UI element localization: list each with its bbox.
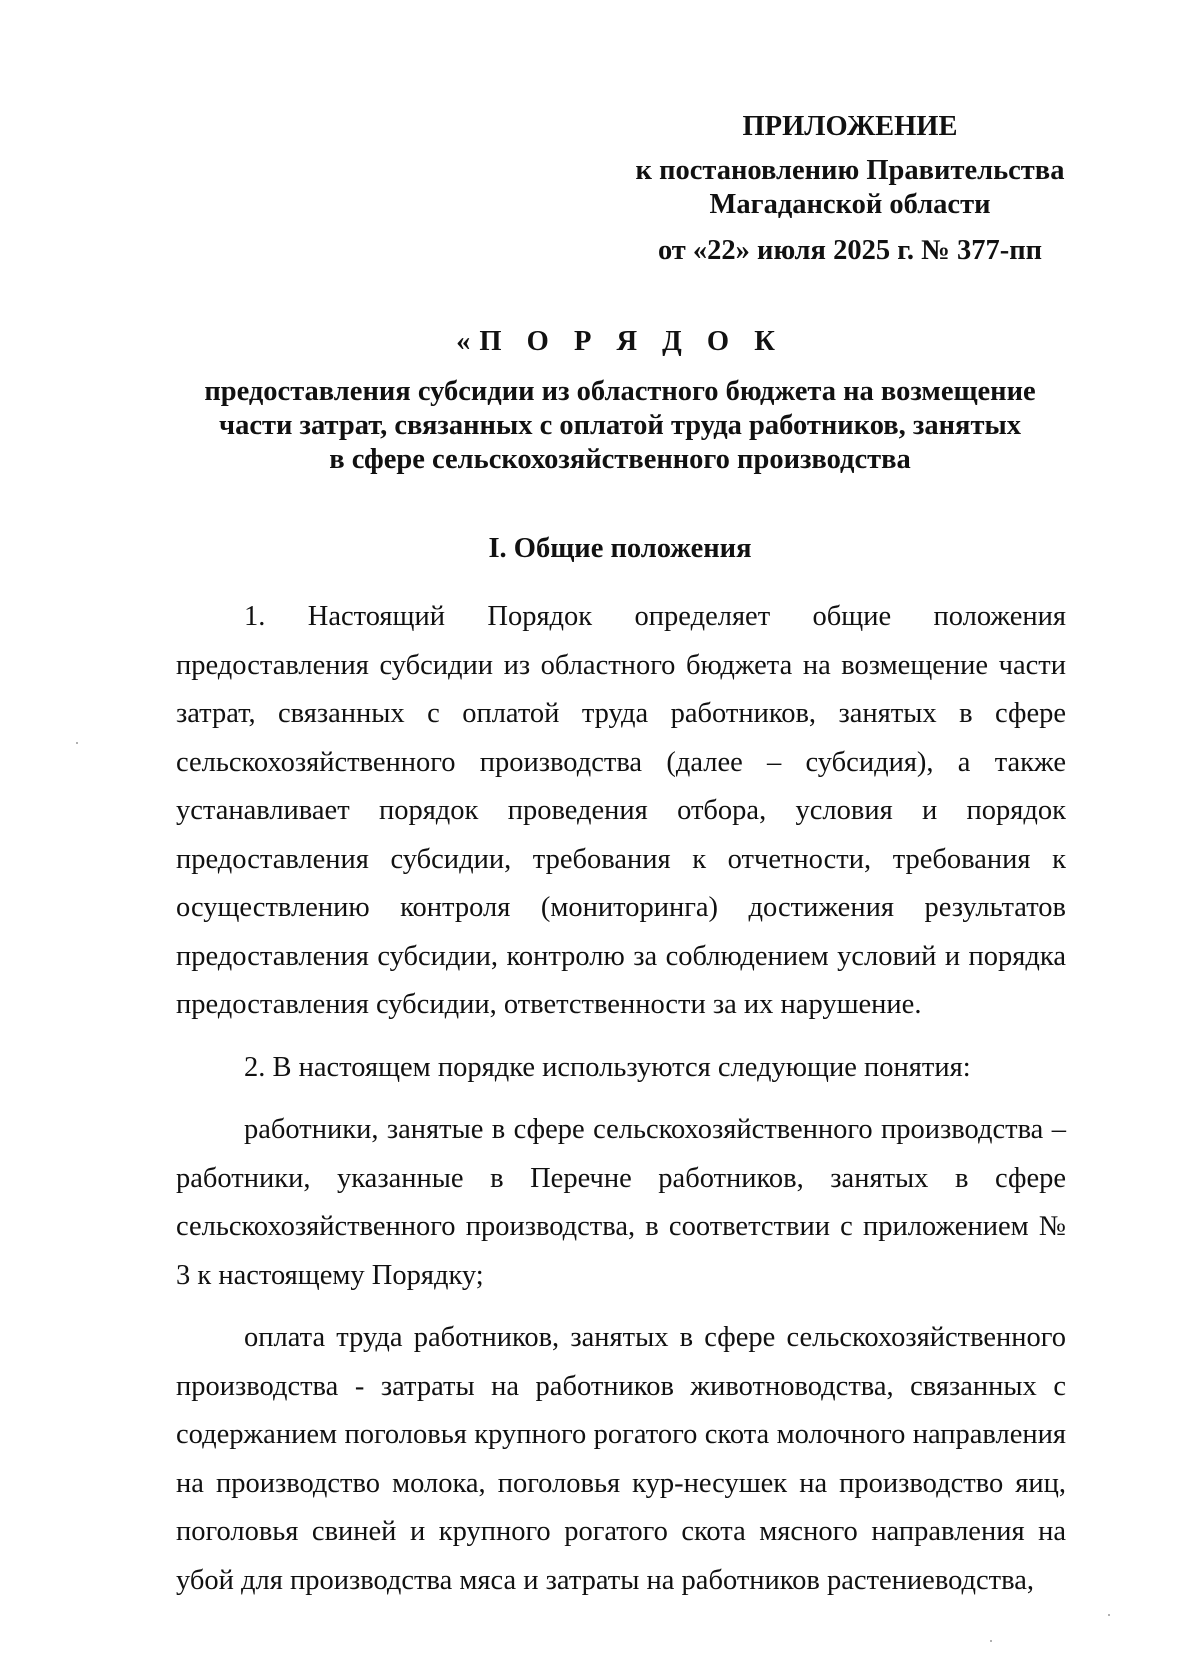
- scan-speck: [1108, 1614, 1110, 1616]
- section-heading: I. Общие положения: [488, 533, 752, 564]
- scan-speck: [990, 1640, 992, 1642]
- scan-speck: [76, 742, 78, 744]
- paragraph-4: оплата труда работников, занятых в сфере сельскохозяйственного производства - затраты на работников животноводства, связанных с содержанием поголовья крупного рогатого скота молочного направления на производство молока, поголовья кур-несушек на производство яиц, поголовья свиней и крупного рогатого скота мясного направления на убой для производства мяса и затраты на работников растениеводства,: [176, 1322, 1066, 1596]
- appendix-reference-line-1: к постановлению Правительства: [635, 155, 1065, 186]
- appendix-date-number: от «22» июля 2025 г. № 377-пп: [657, 235, 1043, 266]
- paragraph-3: работники, занятые в сфере сельскохозяйственного производства – работники, указанные в Перечне работников, занятых в сфере сельскохозяйственного производства, в соответствии с приложением № 3 к настоящему Порядку;: [176, 1114, 1066, 1291]
- paragraph-1: 1. Настоящий Порядок определяет общие положения предоставления субсидии из областного бюджета на возмещение части затрат, связанных с оплатой труда работников, занятых в сфере сельскохозяйственного производства (далее – субсидия), а также устанавливает порядок проведения отбора, условия и порядок предоставления субсидии, требования к отчетности, требования к осуществлению контроля (мониторинга) достижения результатов предоставления субсидии, контролю за соблюдением условий и порядка предоставления субсидии, ответственности за их нарушение.: [176, 601, 1066, 1020]
- appendix-reference-line-2: Магаданской области: [709, 189, 991, 220]
- document-title-word: «П О Р Я Д О К: [456, 326, 784, 357]
- body-text: [176, 593, 1066, 1605]
- document-subtitle-line-2: части затрат, связанных с оплатой труда работников, занятых: [219, 410, 1021, 441]
- appendix-title: ПРИЛОЖЕНИЕ: [742, 111, 958, 142]
- appendix-block: [600, 110, 1100, 268]
- document-subtitle-line-1: предоставления субсидии из областного бюджета на возмещение: [204, 376, 1036, 407]
- paragraph-2: 2. В настоящем порядке используются следующие понятия:: [244, 1051, 971, 1083]
- document-subtitle-line-3: в сфере сельскохозяйственного производства: [329, 444, 911, 475]
- document-title: [170, 325, 1070, 477]
